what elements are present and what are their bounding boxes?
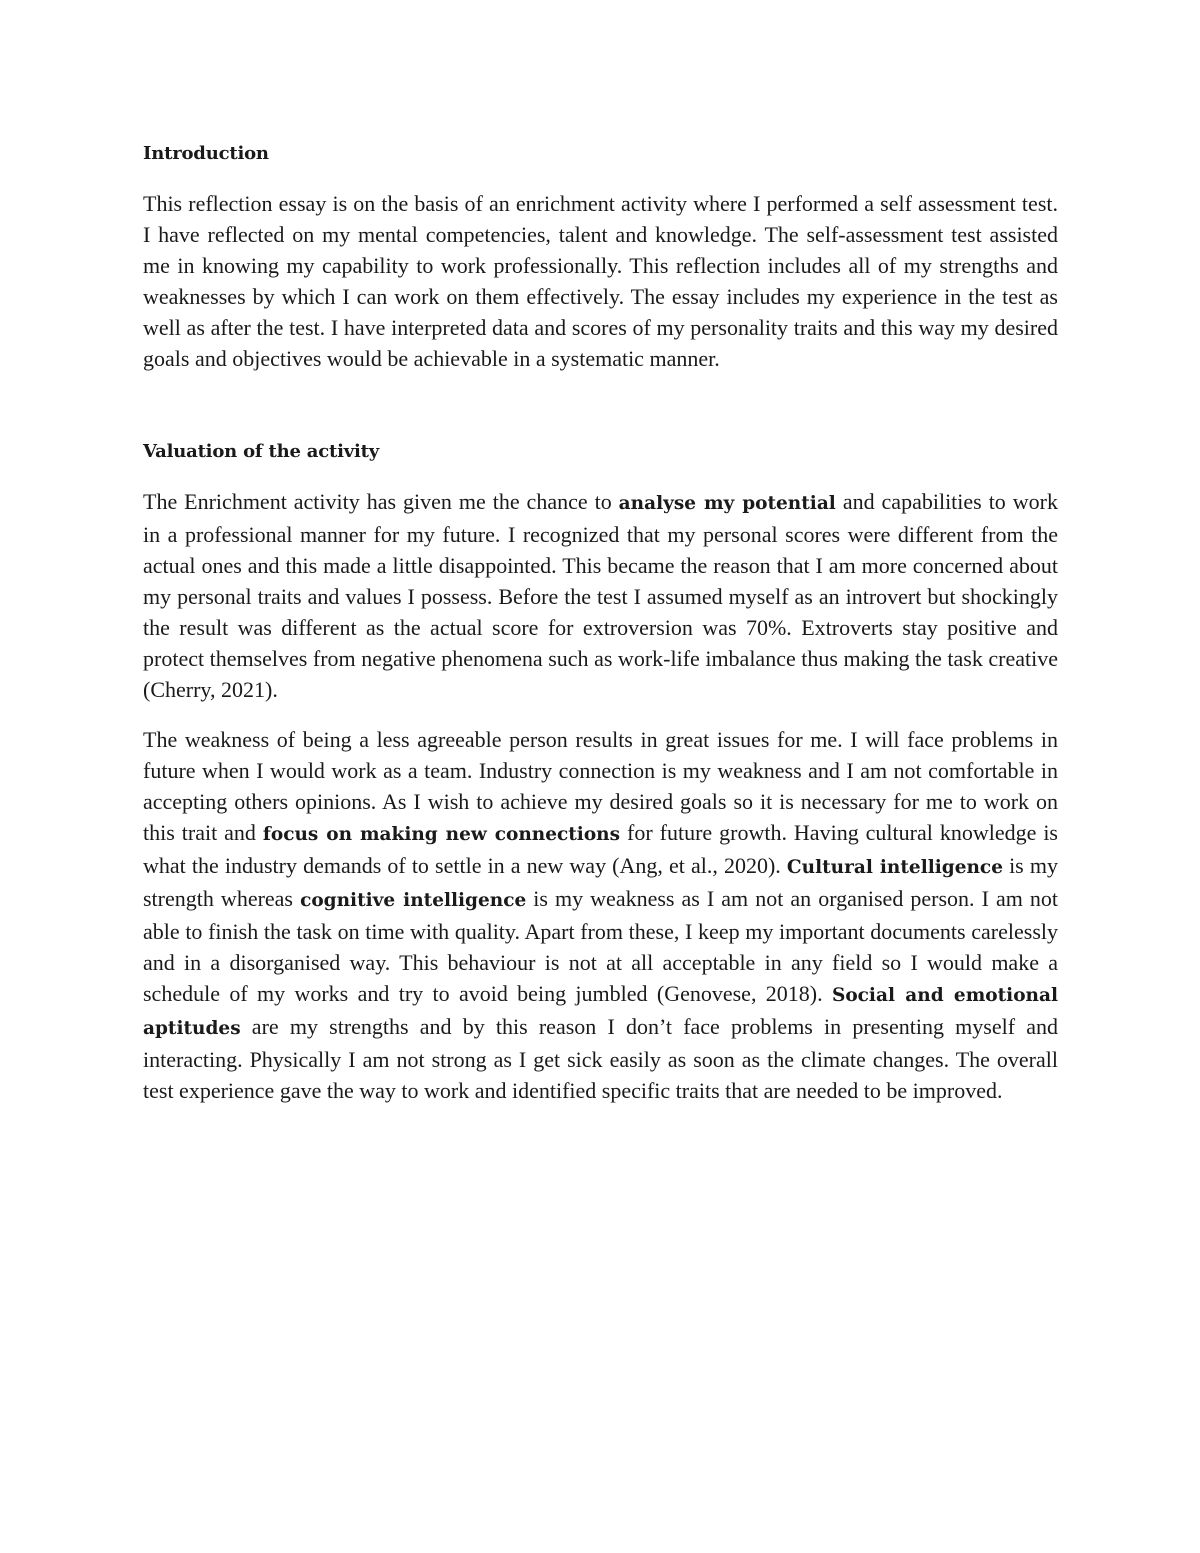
document-body xyxy=(143,138,1058,1106)
text-run: for future growth. Having cultural knowledge is what the industry demands of to settle in a new way (Ang, et al., 2020). xyxy=(143,820,1058,878)
text-run: The weakness of being a less agreeable person results in great issues for me. I will face problems in future when I would work as a team. Industry connection is my weakness and I am not comfortable in accepting others opinions. As I wish to achieve my desired goals so it is necessary for me to work on this trait and xyxy=(143,727,1058,845)
bold-phrase: Cultural intelligence xyxy=(786,857,1003,878)
bold-phrase: analyse my potential xyxy=(618,493,836,514)
text-run: is my weakness as I am not an organised person. I am not able to finish the task on time with quality. Apart from these, I keep my important documents carelessly and in a disorganised way. This behaviour is not at all acceptable in any field so I would make a schedule of my works and try to avoid being jumbled (Genovese, 2018). xyxy=(143,886,1058,1006)
paragraph-spacer xyxy=(143,705,1058,724)
text-run: are my strengths and by this reason I don’t face problems in presenting myself and interacting. Physically I am not strong as I get sick easily as soon as the climate changes. The overall test experience gave the way to work and identified specific traits that are needed to be improved. xyxy=(143,1014,1058,1103)
section-spacer xyxy=(143,374,1058,436)
text-run: The Enrichment activity has given me the chance to xyxy=(143,489,619,514)
text-run: is my strength whereas xyxy=(143,853,1058,911)
bold-phrase: focus on making new connections xyxy=(262,824,621,845)
text-run: and capabilities to work in a professional manner for my future. I recognized that my personal scores were different from the actual ones and this made a little disappointed. This became the reason that I am more concerned about my personal traits and values I possess. Before the test I assumed myself as an introvert but shockingly the result was different as the actual score for extroversion was 70%. Extroverts stay positive and protect themselves from negative phenomena such as work-life imbalance thus making the task creative (Cherry, 2021). xyxy=(143,489,1058,702)
introduction-heading: Introduction xyxy=(143,143,269,164)
bold-phrase: cognitive intelligence xyxy=(300,890,527,911)
introduction-paragraph: This reflection essay is on the basis of an enrichment activity where I performed a self assessment test. I have reflected on my mental competencies, talent and knowledge. The self-assessment test assisted me in knowing my capability to work professionally. This reflection includes all of my strengths and weaknesses by which I can work on them effectively. The essay includes my experience in the test as well as after the test. I have interpreted data and scores of my personality traits and this way my desired goals and objectives would be achievable in a systematic manner. xyxy=(143,191,1058,371)
bold-phrase: Social and emotional aptitudes xyxy=(143,985,1058,1039)
valuation-heading: Valuation of the activity xyxy=(143,441,380,462)
valuation-paragraph-2 xyxy=(143,724,1058,1106)
valuation-paragraph-1 xyxy=(143,486,1058,705)
